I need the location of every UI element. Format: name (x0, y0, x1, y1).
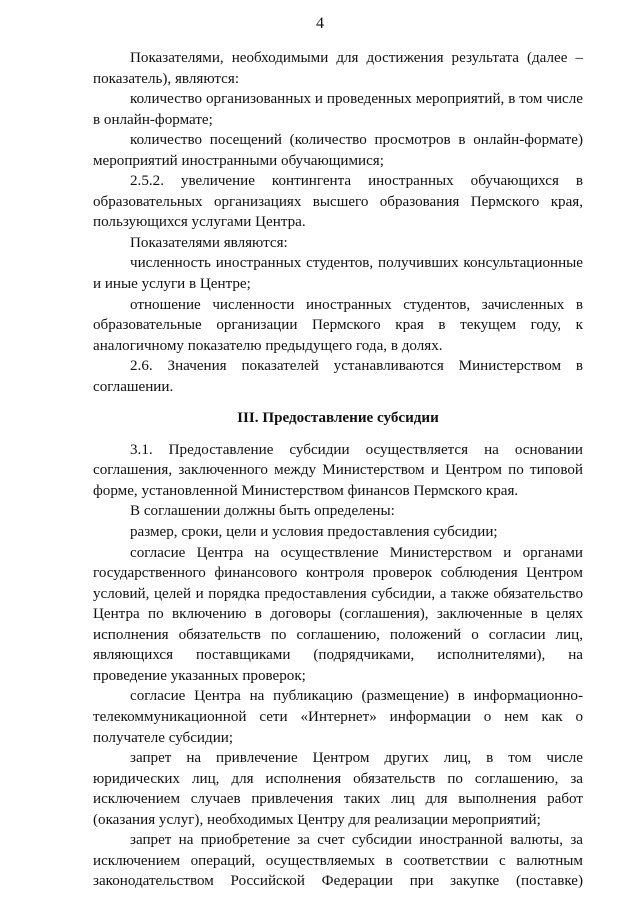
paragraph-2-5-2: 2.5.2. увеличение контингента иностранных обучающихся в образовательных организациях высшего образования Пермского края, пользующихся услугами Центра. (93, 173, 583, 231)
paragraph-events-count: количество организованных и проведенных мероприятий, в том числе в онлайн-формате; (93, 91, 583, 128)
paragraph-students-number: численность иностранных студентов, получивших консультационные и иные услуги в Центре; (93, 255, 583, 293)
page-number: 4 (316, 15, 324, 32)
paragraph-3-1: 3.1. Предоставление субсидии осуществляется на основании соглашения, заключенного между Министерством и Центром по типовой форме, установленной Министерством финансов Пермского края. (93, 441, 583, 499)
document-body (93, 48, 583, 892)
paragraph-2-6: 2.6. Значения показателей устанавливаются Министерством в соглашении. (93, 358, 583, 395)
paragraph-indicators-are: Показателями являются: (130, 234, 288, 251)
paragraph-size-terms: размер, сроки, цели и условия предоставления субсидии; (130, 524, 498, 541)
paragraph-consent-inspections: согласие Центра на осуществление Министерством и органами государственного финансового контроля проверок соблюдения Центром условий, целей и порядка предоставления субсидии, а также обязательство Центра по включению в договоры (соглашения), заключенные в целях исполнения обязательств по соглашению, положений о согласии лиц, являющихся поставщиками (подрядчиками, исполнителями), на проведение указанных проверок; (93, 544, 583, 684)
paragraph-visits-count: количество посещений (количество просмотров в онлайн-формате) мероприятий иностранными обучающимися; (93, 132, 583, 169)
section-heading: III. Предоставление субсидии (237, 410, 439, 427)
paragraph-consent-publication: согласие Центра на публикацию (размещение) в информационно-телекоммуникационной сети «Интернет» информации о нем как о получателе субсидии; (93, 688, 583, 746)
paragraph-students-ratio: отношение численности иностранных студентов, зачисленных в образовательные организации Пермского края в текущем году, к аналогичному показателю предыдущего года, в долях. (93, 296, 583, 354)
paragraph-ban-foreign-currency: запрет на приобретение за счет субсидии иностранной валюты, за исключением операций, осуществляемых в соответствии с валютным законодательством Российской Федерации при закупке (поставке) (93, 832, 583, 890)
paragraph-ban-third-parties: запрет на привлечение Центром других лиц, в том числе юридических лиц, для исполнения обязательств по соглашению, за исключением случаев привлечения таких лиц для выполнения работ (оказания услуг), необходимых Центру для реализации мероприятий; (93, 750, 583, 828)
paragraph-agreement-terms: В соглашении должны быть определены: (130, 503, 395, 520)
paragraph-indicators-intro: Показателями, необходимыми для достижения результата (далее – показатель), являются: (93, 50, 583, 87)
